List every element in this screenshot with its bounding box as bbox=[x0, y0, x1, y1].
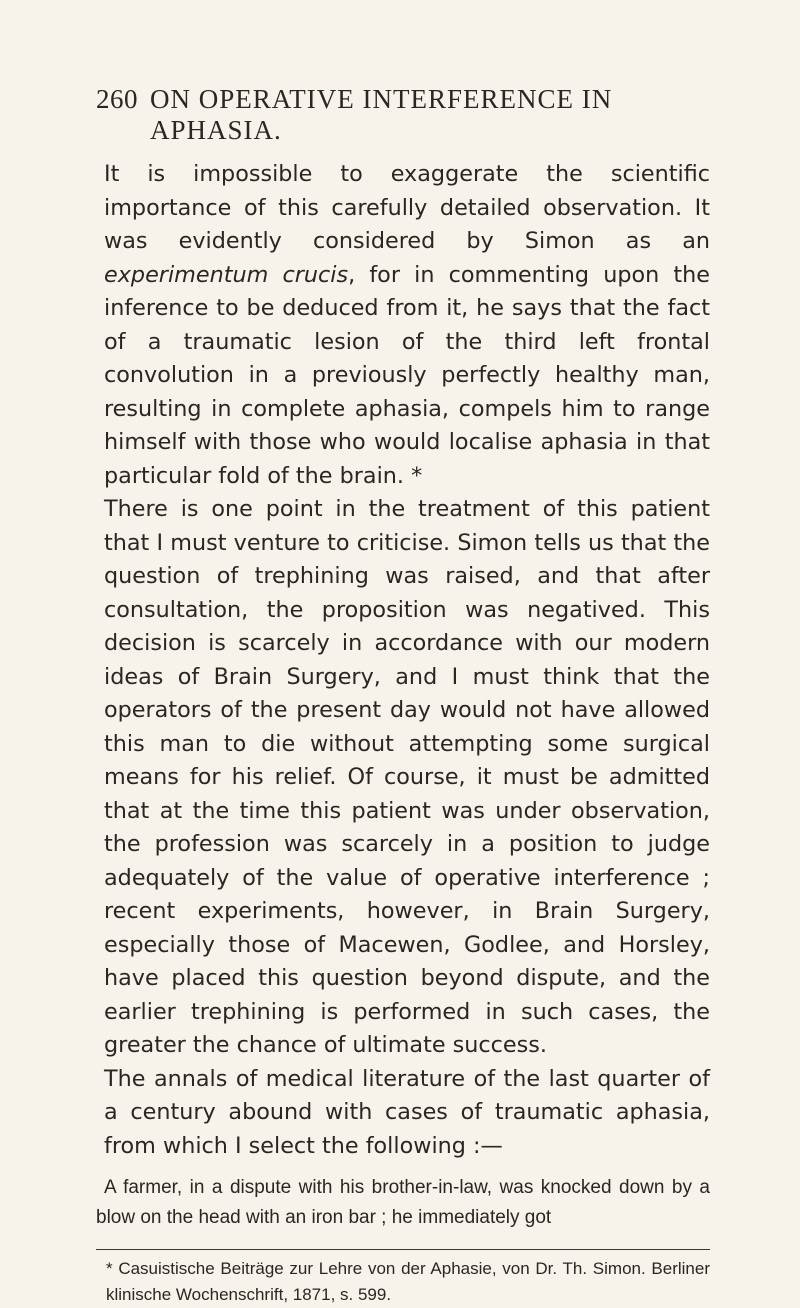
footnote-text: * Casuistische Beiträge zur Lehre von der Aphasie, von Dr. Th. Simon. Berliner klinische Wochenschrift, 1871, s. 599. bbox=[106, 1259, 710, 1304]
paragraph-3: The annals of medical literature of the last quarter of a century abound with cases of traumatic aphasia, from which I select the following :— bbox=[104, 1065, 710, 1159]
footnote bbox=[96, 1256, 710, 1308]
paragraph-1-text-b: , for in commenting upon the inference to be deduced from it, he says that the fact of a traumatic lesion of the third left frontal convolution in a previously perfectly healthy man, resulting in complete aphasia, compels him to range himself with those who would localise aphasia in that particular fold of the brain. * bbox=[104, 261, 710, 489]
case-quote-text: A farmer, in a dispute with his brother-in-law, was knocked down by a blow on the head with an iron bar ; he immediately got bbox=[96, 1177, 710, 1228]
body-text bbox=[96, 158, 710, 1163]
footnote-rule bbox=[96, 1249, 710, 1250]
paragraph-1-italic: experimentum crucis bbox=[104, 261, 349, 288]
book-page bbox=[96, 84, 710, 1308]
paragraph-1 bbox=[96, 158, 710, 493]
running-head bbox=[96, 84, 710, 146]
chapter-title: ON OPERATIVE INTERFERENCE IN APHASIA. bbox=[150, 84, 613, 145]
case-quote bbox=[96, 1173, 710, 1233]
paragraph-1-text-a: It is impossible to exaggerate the scientific importance of this carefully detailed observation. It was evidently considered by Simon as an bbox=[104, 161, 710, 254]
paragraph-2: There is one point in the treatment of this patient that I must venture to criticise. Simon tells us that the question of trephining was raised, and that after consultation, the proposition was negatived. This decision is scarcely in accordance with our modern ideas of Brain Surgery, and I must think that the operators of the present day would not have allowed this man to die without attempting some surgical means for his relief. Of course, it must be admitted that at the time this patient was under observation, the profession was scarcely in a position to judge adequately of the value of operative interference ; recent experiments, however, in Brain Surgery, especially those of Macewen, Godlee, and Horsley, have placed this question beyond dispute, and the earlier trephining is performed in such cases, the greater the chance of ultimate success. bbox=[104, 496, 710, 1058]
page-number: 260 bbox=[96, 84, 138, 114]
